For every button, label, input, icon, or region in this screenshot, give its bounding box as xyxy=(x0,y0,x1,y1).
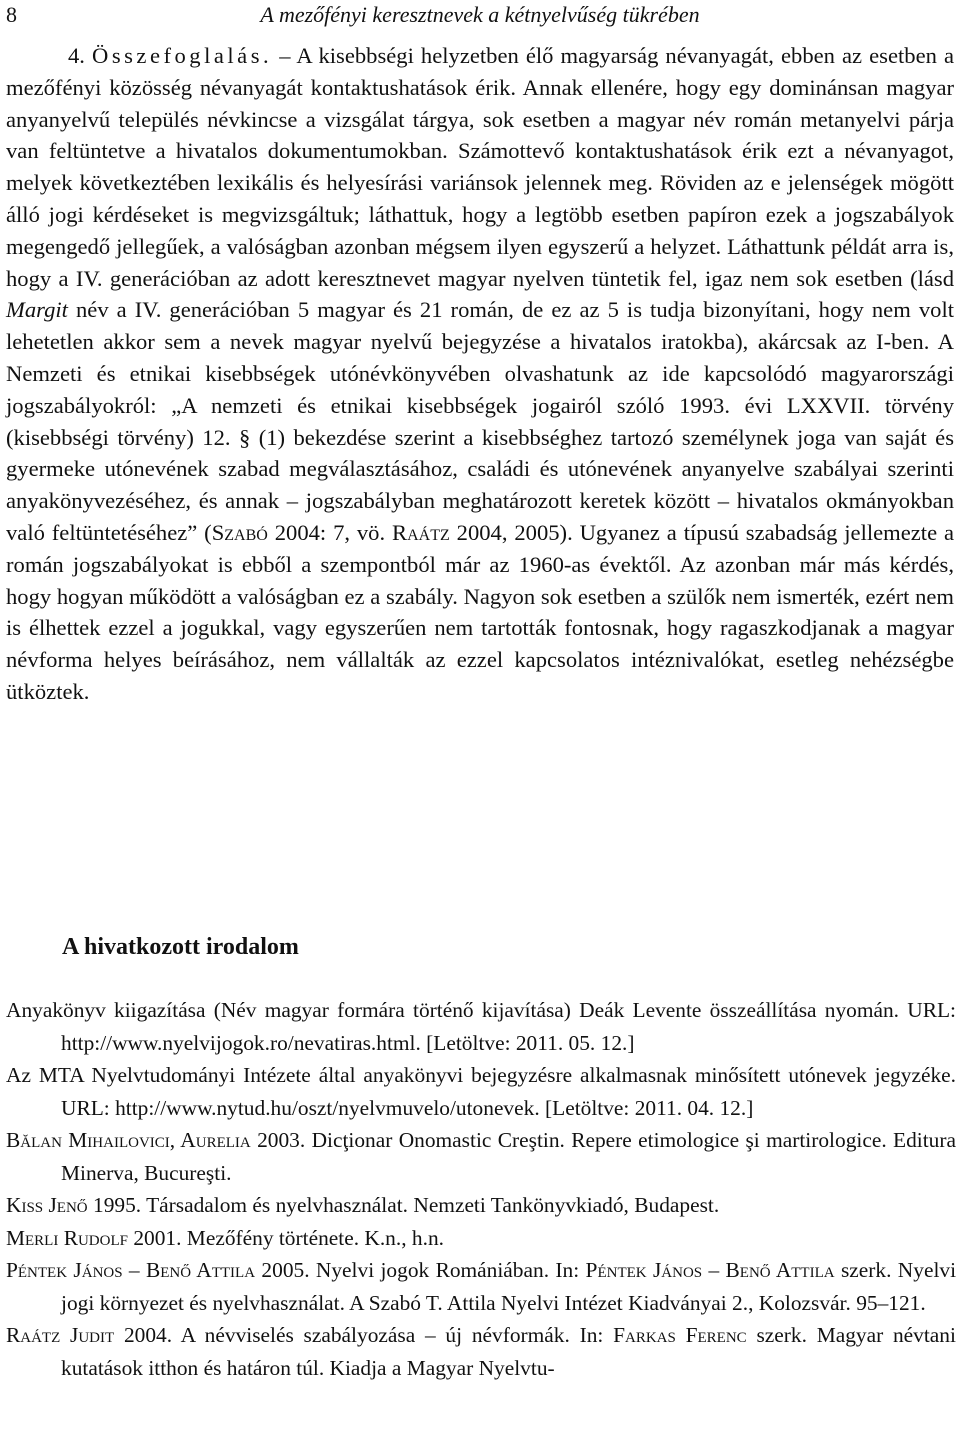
page-number: 8 xyxy=(6,2,17,27)
reference-item xyxy=(6,994,956,1059)
reference-item xyxy=(6,1319,956,1384)
reference-list xyxy=(6,994,956,1384)
summary-text-1: A kisebbségi helyzetben élő magyarság névanyagát, ebben az esetben a mezőfényi közösség névanyagát kontaktushatások érik. Annak ellenére, hogy egy dominánsan magyar anyanyelvű település névkincse a vizsgálat tárgya, sok esetben a magyar név román metanyelvi párja van feltüntetve a hivatalos dokumentumokban. Számottevő kontaktushatások érik ezt a névanyagot, melyek következtében lexikális és helyesírási variánsok jelennek meg. Röviden az e jelenségek mögött álló jogi kérdéseket is megvizsgáltuk; láthattuk, hogy a legtöbb esetben papíron ezek a jogszabályok megengedő jellegűek, a valóságban azonban mégsem ilyen egyszerű a helyzet. Láthattunk példát arra is, hogy a IV. generációban az adott keresztnevet magyar nyelven tüntetik fel, igaz nem sok esetben (lásd xyxy=(6,43,954,291)
reference-item xyxy=(6,1059,956,1124)
bibliography-heading: A hivatkozott irodalom xyxy=(62,934,299,960)
summary-section xyxy=(6,40,954,708)
reference-item xyxy=(6,1222,956,1255)
running-title: A mezőfényi keresztnevek a kétnyelvűség tükrében xyxy=(260,2,700,27)
running-header xyxy=(0,2,960,32)
citation-author-2: Raátz xyxy=(392,519,450,545)
reference-text: Az MTA Nyelvtudományi Intézete által anyakönyvi bejegyzésre alkalmasnak minősített utónevek jegyzéke. URL: http://www.nytud.hu/oszt/nyelvmuvelo/utonevek. [Letöltve: 2011. 04. 12.] xyxy=(6,1063,956,1120)
summary-paragraph: 4. Összefoglalás. – A kisebbségi helyzetben élő magyarság névanyagát, ebben az esetben a mezőfényi közösség névanyagát kontaktushatások érik. Annak ellenére, hogy egy dominánsan magyar anyanyelvű település névkincse a vizsgálat tárgya, sok esetben a magyar név román metanyelvi párja van feltüntetve a hivatalos dokumentumokban. Számottevő kontaktushatások érik ezt a névanyagot, melyek következtében lexikális és helyesírási variánsok jelennek meg. Röviden az e jelenségek mögött álló jogi kérdéseket is megvizsgáltuk; láthattuk, hogy a legtöbb esetben papíron ezek a jogszabályok megengedő jellegűek, a valóságban azonban mégsem ilyen egyszerű a helyzet. Láthattunk példát arra is, hogy a IV. generációban az adott keresztnevet magyar nyelven tüntetik fel, igaz nem sok esetben (lásd Margit név a IV. generációban 5 magyar és 21 román, de ez az 5 is tudja bizonyítani, hogy nem volt lehetetlen akkor sem a nevek magyar nyelvű bejegyzése a hivatalos iratokba), akárcsak az I-ben. A Nemzeti és etnikai kisebbségek utónévkönyvében olvashatunk az ide kapcsolódó magyarországi jogszabályokról: „A nemzeti és etnikai kisebbségek jogairól szóló 1993. évi LXXVII. törvény (kisebbségi törvény) 12. § (1) bekezdése szerint a kisebbséghez tartozó személynek joga van saját és gyermeke utónevének szabad megválasztásához, családi és utónevének anyanyelve szabályai szerinti anyakönyvezéséhez, és annak – jogszabályban meghatározott keretek között – hivatalos okmányokban való feltüntetéséhez” (Szabó 2004: 7, vö. Raátz 2004, 2005). Ugyanez a típusú szabadság jellemezte a román jogszabályokat is ebből a szempontból már az 1960-as évektől. Az azonban már más kérdés, hogy hogyan működött a valóságban ez a szabály. Nagyon sok esetben a szülők nem ismerték, ezért nem is élhettek ezzel a jogukkal, vagy egyszerűen nem tartották fontosnak, hogy ragaszkodjanak a magyar névforma helyes beírásához, nem vállalták az ezzel kapcsolatos intéznivalókat, esetleg nehézségbe ütköztek. xyxy=(6,43,955,704)
reference-item xyxy=(6,1254,956,1319)
reference-author: Péntek János – Benő Attila xyxy=(6,1258,256,1282)
reference-text: 2005. Nyelvi jogok Romániában. In: xyxy=(261,1258,580,1282)
citation-mid: 2004: 7, vö. xyxy=(274,519,386,545)
reference-text: Anyakönyv kiigazítása (Név magyar formára történő kijavítása) Deák Levente összeállítása nyomán. URL: http://www.nyelvijogok.ro/nevatiras.html. [Letöltve: 2011. 05. 12.] xyxy=(6,998,956,1055)
reference-text: 1995. Társadalom és nyelvhasználat. Nemzeti Tankönyvkiadó, Budapest. xyxy=(93,1193,720,1217)
summary-text-3: 2004, 2005). Ugyanez a típusú szabadság jellemezte a román jogszabályokat is ebből a szempontból már az 1960-as évektől. Az azonban már más kérdés, hogy hogyan működött a valóságban ez a szabály. Nagyon sok esetben a szülők nem ismerték, ezért nem is élhettek ezzel a jogukkal, vagy egyszerűen nem tartották fontosnak, hogy ragaszkodjanak a magyar névforma helyes beírásához, nem vállalták az ezzel kapcsolatos intéznivalókat, esetleg nehézségbe ütköztek. xyxy=(6,519,955,704)
reference-item xyxy=(6,1124,956,1189)
reference-author: Bălan Mihailovici, Aurelia xyxy=(6,1128,251,1152)
reference-author: Merli Rudolf xyxy=(6,1225,128,1250)
summary-text-2: név a IV. generációban 5 magyar és 21 román, de ez az 5 is tudja bizonyítani, hogy nem volt lehetetlen akkor sem a nevek magyar nyelvű bejegyzése a hivatalos iratokba), akárcsak az I-ben. A Nemzeti és etnikai kisebbségek utónévkönyvében olvashatunk az ide kapcsolódó magyarországi jogszabályokról: „A nemzeti és etnikai kisebbségek jogairól szóló 1993. évi LXXVII. törvény (kisebbségi törvény) 12. § (1) bekezdése szerint a kisebbséghez tartozó személynek joga van saját és gyermeke utónevének szabad megválasztásához, családi és utónevének anyanyelve szabályai szerinti anyakönyvezéséhez, és annak – jogszabályban meghatározott keretek között – hivatalos okmányokban való feltüntetéséhez” ( xyxy=(6,297,954,545)
example-name: Margit xyxy=(6,297,68,323)
section-number: 4. xyxy=(68,43,85,68)
citation-author-1: Szabó xyxy=(211,519,268,545)
reference-text: 2003. Dicţionar Onomastic Creştin. Repere etimologice şi martirologice. Editura Minerva, Bucureşti. xyxy=(61,1128,956,1185)
reference-editors: Farkas Ferenc xyxy=(613,1323,747,1347)
reference-author: Raátz Judit xyxy=(6,1323,115,1347)
reference-item xyxy=(6,1189,956,1222)
reference-text-cont: szerk. Magyar névtani kutatások itthon és határon túl. Kiadja a Magyar Nyelvtu- xyxy=(61,1323,956,1380)
reference-text: 2004. A névviselés szabályozása – új névformák. In: xyxy=(123,1323,604,1347)
reference-editors: Péntek János – Benő Attila xyxy=(585,1258,835,1282)
reference-text: 2001. Mezőfény története. K.n., h.n. xyxy=(133,1225,445,1250)
section-heading-inline: Összefoglalás. xyxy=(92,43,273,68)
reference-text-cont: szerk. Nyelvi jogi környezet és nyelvhasználat. A Szabó T. Attila Nyelvi Intézet Kiadványai 2., Kolozsvár. 95–121. xyxy=(61,1258,957,1315)
reference-author: Kiss Jenő xyxy=(6,1193,88,1217)
